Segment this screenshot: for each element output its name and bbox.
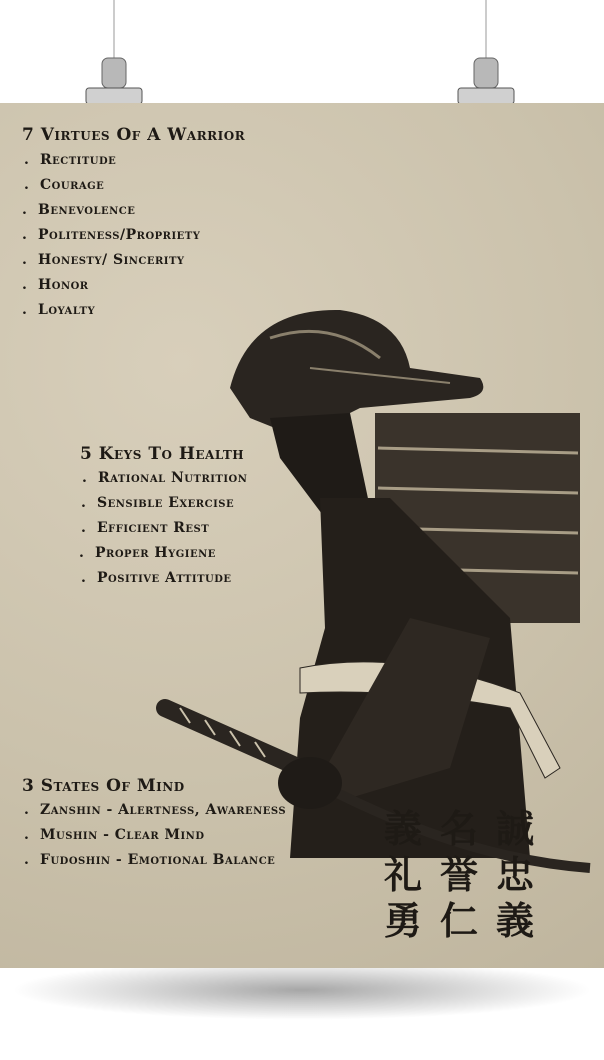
kanji-calligraphy bbox=[375, 808, 543, 942]
virtue-item: . Loyalty bbox=[38, 302, 95, 318]
health-item: . Positive Attitude bbox=[97, 570, 232, 586]
virtue-item: . Rectitude bbox=[40, 152, 116, 168]
kanji-char: 名 bbox=[439, 806, 478, 851]
virtue-item: . Honor bbox=[38, 277, 89, 293]
hanging-clip-left bbox=[84, 0, 144, 108]
kanji-char: 誠 bbox=[495, 806, 534, 851]
kanji-char: 勇 bbox=[383, 898, 422, 943]
health-item: . Sensible Exercise bbox=[97, 495, 234, 511]
health-item: . Efficient Rest bbox=[97, 520, 209, 536]
health-item: . Proper Hygiene bbox=[95, 545, 216, 561]
poster-shadow bbox=[10, 960, 594, 1020]
kanji-char: 礼 bbox=[383, 852, 422, 897]
kanji-char: 誉 bbox=[439, 852, 478, 897]
mind-item: . Mushin - Clear Mind bbox=[40, 827, 205, 843]
mind-item: . Zanshin - Alertness, Awareness bbox=[40, 802, 286, 818]
kanji-char: 義 bbox=[383, 806, 422, 851]
mind-item: . Fudoshin - Emotional Balance bbox=[40, 852, 275, 868]
virtues-heading: 7 Virtues Of A Warrior bbox=[22, 125, 246, 145]
kanji-char: 仁 bbox=[439, 898, 478, 943]
health-item: . Rational Nutrition bbox=[98, 470, 247, 486]
hanging-clip-right bbox=[456, 0, 516, 108]
health-heading: 5 Keys To Health bbox=[80, 444, 245, 464]
virtue-item: . Benevolence bbox=[38, 202, 135, 218]
virtue-item: . Honesty/ Sincerity bbox=[38, 252, 185, 268]
mind-heading: 3 States Of Mind bbox=[22, 776, 185, 796]
virtue-item: . Courage bbox=[40, 177, 104, 193]
kanji-char: 忠 bbox=[495, 852, 534, 897]
samurai-illustration bbox=[150, 298, 600, 888]
virtue-item: . Politeness/Propriety bbox=[38, 227, 200, 243]
kanji-char: 義 bbox=[495, 898, 534, 943]
